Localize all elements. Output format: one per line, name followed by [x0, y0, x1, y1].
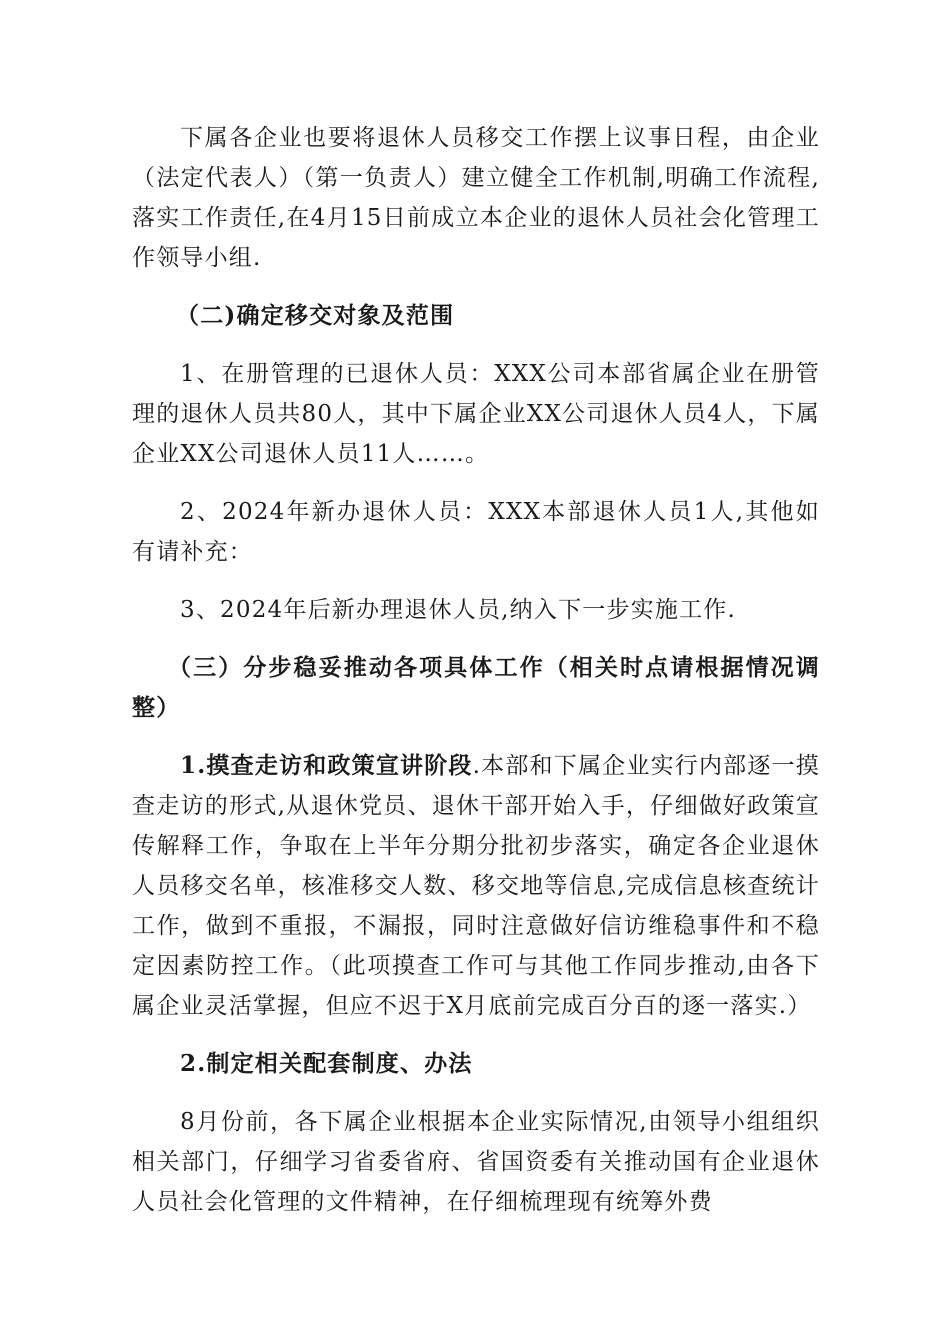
section-heading-3: （三）分步稳妥推动各项具体工作（相关时点请根据情况调整） — [132, 654, 820, 721]
list-item-3: 3、2024年后新办理退休人员,纳入下一步实施工作. — [180, 597, 736, 623]
section-heading-2: （二)确定移交对象及范围 — [176, 302, 455, 329]
list-item-2: 2、2024年新办退休人员：XXX本部退休人员1人,其他如有请补充： — [132, 499, 820, 565]
step-1-title: 1.摸查走访和政策宣讲阶段 — [180, 752, 473, 779]
step-2-title: 2.制定相关配套制度、办法 — [180, 1050, 473, 1077]
list-item-1: 1、在册管理的已退休人员：XXX公司本部省属企业在册管理的退休人员共80人，其中下属企业XX公司退休人员4人，下属企业XX公司退休人员11人……。 — [132, 361, 820, 467]
step-1-body: .本部和下属企业实行内部逐一摸查走访的形式,从退休党员、退休干部开始入手，仔细做好政策宣传解释工作，争取在上半年分期分批初步落实，确定各企业退休人员移交名单，核准移交人数、移交地等信息,完成信息核查统计工作，做到不重报，不漏报，同时注意做好信访维稳事件和不稳定因素防控工作。（此项摸查工作可与其他工作同步推动,由各下属企业灵活掌握，但应不迟于X月底前完成百分百的逐一落实.） — [132, 753, 820, 1019]
step-1-paragraph — [132, 746, 820, 1026]
paragraph-intro: 下属各企业也要将退休人员移交工作摆上议事日程，由企业（法定代表人）（第一负责人）建立健全工作机制,明确工作流程,落实工作责任,在4月15日前成立本企业的退休人员社会化管理工作领导小组. — [132, 125, 820, 271]
step-2-body: 8月份前，各下属企业根据本企业实际情况,由领导小组组织相关部门，仔细学习省委省府、省国资委有关推动国有企业退休人员社会化管理的文件精神，在仔细梳理现有统筹外费 — [132, 1109, 820, 1215]
document-page — [132, 118, 820, 1222]
